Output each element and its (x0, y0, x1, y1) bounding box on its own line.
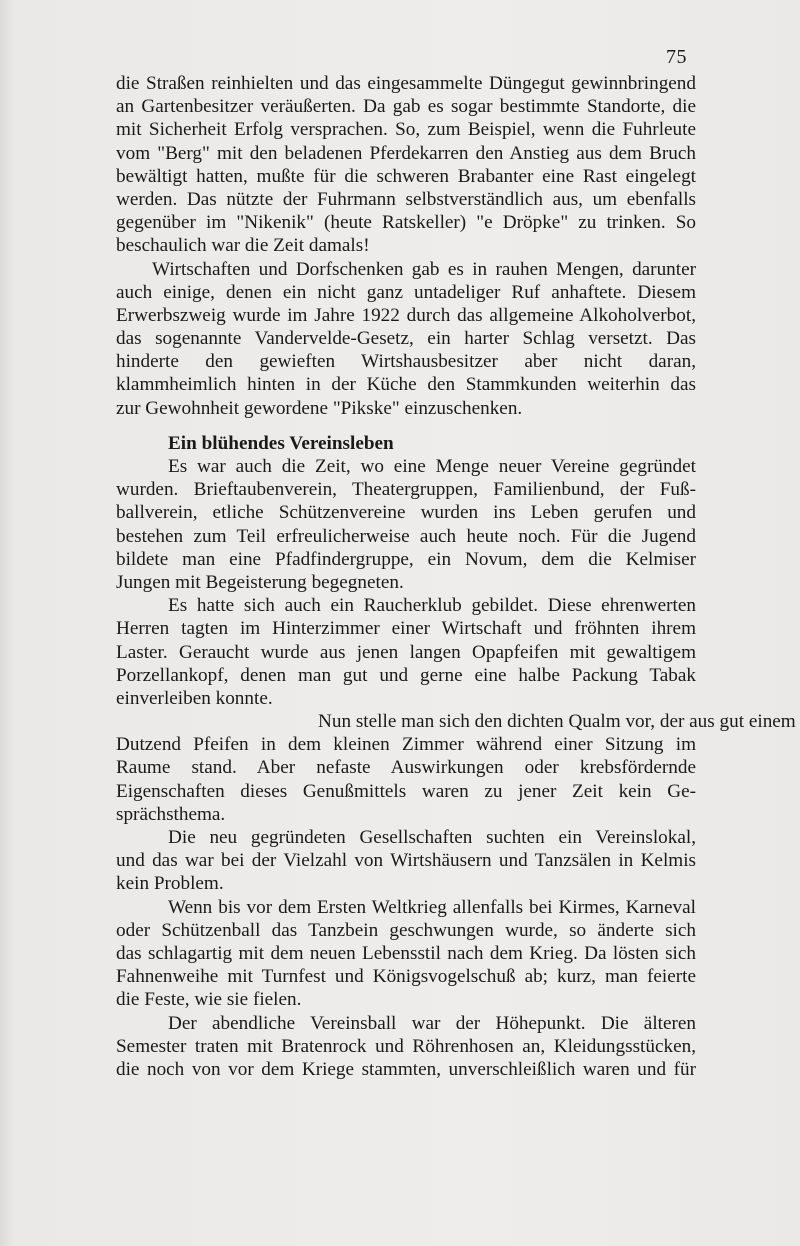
text-line: vom "Berg" mit den beladenen Pferdekarren den Anstieg aus dem Bruch (116, 142, 696, 164)
text-line: einverleiben konnte. (116, 687, 273, 709)
text-line: kein Problem. (116, 873, 224, 895)
text-line: oder Schützenball das Tanzbein geschwungen wurde, so änderte sich (116, 919, 696, 941)
text-line: Herren tagten im Hinterzimmer einer Wirtschaft und fröhnten ihrem (116, 618, 696, 640)
text-line: Eigenschaften dieses Genußmittels waren zu jener Zeit kein Ge- (116, 780, 696, 802)
text-line: das sogenannte Vandervelde-Gesetz, ein harter Schlag versetzt. Das (116, 328, 696, 350)
section-heading: Ein blühendes Vereinsleben (168, 432, 394, 454)
text-line: Semester traten mit Bratenrock und Röhrenhosen an, Kleidungsstücken, (116, 1035, 696, 1057)
text-line: ballverein, etliche Schützenvereine wurden ins Leben gerufen und (116, 502, 696, 524)
text-line: wurden. Brieftaubenverein, Theatergruppen, Familienbund, der Fuß- (116, 479, 696, 501)
text-line: die Feste, wie sie fielen. (116, 989, 302, 1011)
text-line: Erwerbszweig wurde im Jahre 1922 durch das allgemeine Alkoholverbot, (116, 304, 696, 326)
text-line: beschaulich war die Zeit damals! (116, 235, 370, 257)
text-line: Es hatte sich auch ein Raucherklub gebildet. Diese ehrenwerten (168, 595, 696, 617)
text-line: klammheimlich hinten in der Küche den Stammkunden weiterhin das (116, 374, 696, 396)
text-line: Wirtschaften und Dorfschenken gab es in rauhen Mengen, darunter (152, 258, 696, 280)
text-line: hinderte den gewieften Wirtshausbesitzer aber nicht daran, (116, 351, 696, 373)
page-number: 75 (666, 46, 687, 68)
text-line: die noch von vor dem Kriege stammten, unverschleißlich waren und für (116, 1058, 696, 1080)
text-line: bestehen zum Teil erfreulicherweise auch heute noch. Für die Jugend (116, 525, 696, 547)
text-line: Fahnenweihe mit Turnfest und Königsvogelschuß ab; kurz, man feierte (116, 966, 696, 988)
text-line: Jungen mit Begeisterung begegneten. (116, 571, 404, 593)
text-line: Dutzend Pfeifen in dem kleinen Zimmer während einer Sitzung im (116, 734, 696, 756)
text-line: sprächsthema. (116, 803, 226, 825)
text-line: Die neu gegründeten Gesellschaften suchten ein Vereinslokal, (168, 827, 696, 848)
text-line: auch einige, denen ein nicht ganz untadeliger Ruf anhaftete. Diesem (116, 281, 696, 303)
body-text (116, 72, 796, 1081)
text-line: bewältigt hatten, mußte für die schweren Brabanter eine Rast eingelegt (116, 165, 696, 187)
text-line: werden. Das nützte der Fuhrmann selbstverständlich aus, um ebenfalls (116, 188, 696, 210)
text-line: mit Sicherheit Erfolg versprachen. So, zum Beispiel, wenn die Fuhrleute (116, 119, 696, 141)
text-line: gegenüber im "Nikenik" (heute Ratskeller) "e Dröpke" zu trinken. So (116, 212, 696, 234)
text-line: Raume stand. Aber nefaste Auswirkungen oder krebsfördernde (116, 757, 696, 779)
text-line: Porzellankopf, denen man gut und gerne eine halbe Packung Tabak (116, 664, 696, 686)
text-line: Es war auch die Zeit, wo eine Menge neuer Vereine gegründet (168, 456, 696, 477)
text-line: Der abendliche Vereinsball war der Höhepunkt. Die älteren (168, 1012, 696, 1034)
text-line: Nun stelle man sich den dichten Qualm vor, der aus gut einem (318, 711, 796, 733)
section-gap (116, 420, 696, 432)
text-line: zur Gewohnheit gewordene "Pikske" einzuschenken. (116, 397, 523, 419)
text-line: die Straßen reinhielten und das eingesammelte Düngegut gewinnbringend (116, 73, 696, 94)
text-line: Wenn bis vor dem Ersten Weltkrieg allenfalls bei Kirmes, Karneval (168, 896, 696, 918)
text-line: bildete man eine Pfadfindergruppe, ein Novum, dem die Kelmiser (116, 548, 696, 570)
text-line: und das war bei der Vielzahl von Wirtshäusern und Tanzsälen in Kelmis (116, 850, 696, 872)
text-line: an Gartenbesitzer veräußerten. Da gab es sogar bestimmte Standorte, die (116, 96, 696, 118)
text-line: das schlagartig mit dem neuen Lebensstil nach dem Krieg. Da lösten sich (116, 942, 696, 964)
text-line: Laster. Geraucht wurde aus jenen langen Opapfeifen mit gewaltigem (116, 641, 696, 663)
